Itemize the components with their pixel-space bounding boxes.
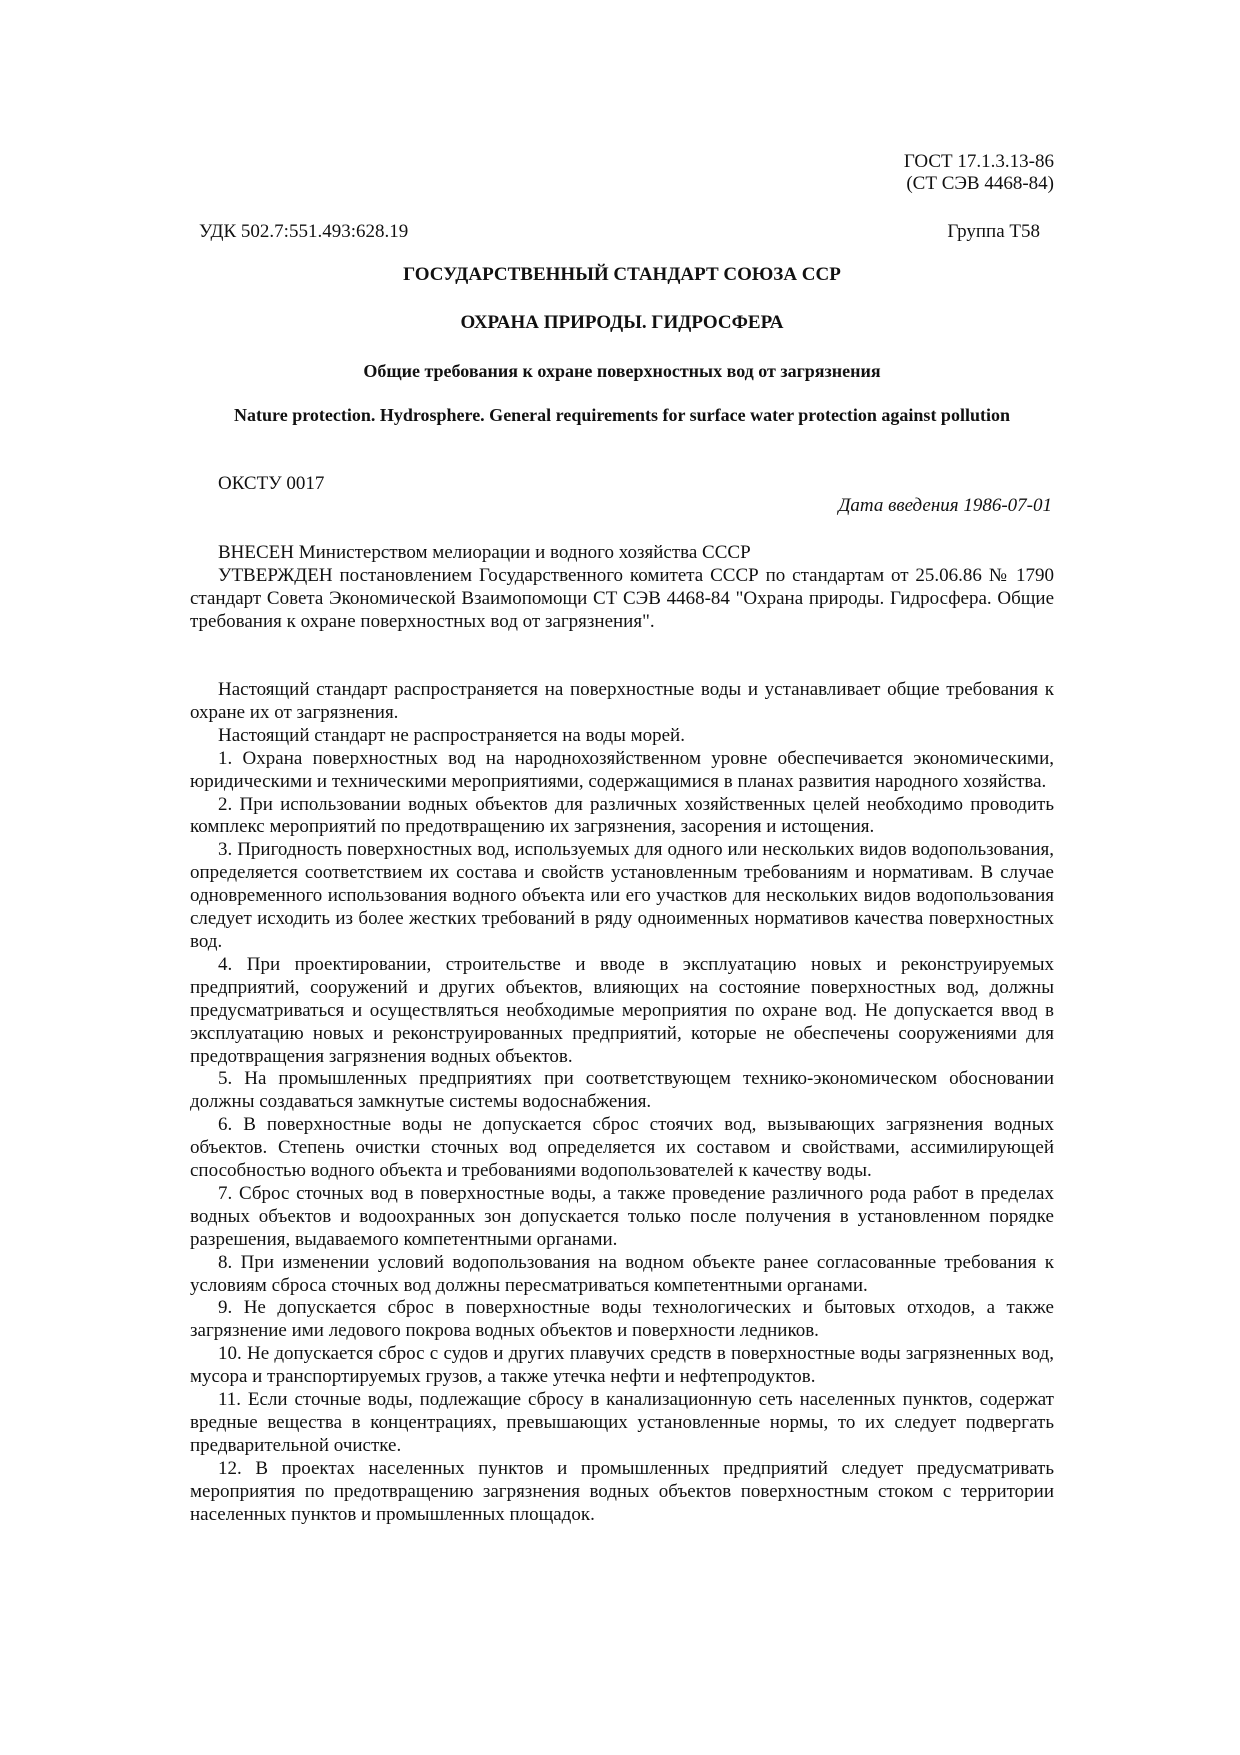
body-paragraph: 11. Если сточные воды, подлежащие сбросу в канализационную сеть населенных пунктов, содержат вредные вещества в концентрациях, превышающих установленные нормы, то их следует подвергать предварительной очистке. [190, 1389, 1054, 1456]
body-paragraph: 3. Пригодность поверхностных вод, используемых для одного или нескольких видов водопользования, определяется соответствием их состава и свойств установленным требованиям и нормативам. В случае одновременного использования водного объекта или его участков для нескольких видов водопользования следует исходить из более жестких требований в ряду одноименных нормативов качества поверхностных вод. [190, 839, 1054, 952]
group-code: Группа Т58 [947, 221, 1040, 242]
subtitle-english: Nature protection. Hydrosphere. General requirements for surface water protection against pollution [234, 405, 1010, 425]
body-section [190, 679, 1054, 1527]
state-standard-title: ГОСУДАРСТВЕННЫЙ СТАНДАРТ СОЮЗА ССР [403, 264, 841, 285]
st-sev-number: (СТ СЭВ 4468-84) [906, 173, 1054, 194]
intro-paragraph: УТВЕРЖДЕН постановлением Государственного комитета СССР по стандартам от 25.06.86 № 1790 стандарт Совета Экономической Взаимопомощи СТ СЭВ 4468-84 "Охрана природы. Гидросфера. Общие требования к охране поверхностных вод от загрязнения". [190, 564, 1054, 632]
body-paragraph: 4. При проектировании, строительстве и вводе в эксплуатацию новых и реконструируемых предприятий, сооружений и других объектов, влияющих на состояние поверхностных вод, должны предусматриваться и осуществляться необходимые мероприятия по охране вод. Не допускается ввод в эксплуатацию новых и реконструированных предприятий, которые не обеспечены сооружениями для предотвращения загрязнения водных объектов. [190, 953, 1054, 1067]
introduction-date: Дата введения 1986-07-01 [838, 495, 1052, 516]
body-paragraph: 6. В поверхностные воды не допускается сброс стоячих вод, вызывающих загрязнения водных объектов. Степень очистки сточных вод определяется их составом и свойствами, ассимилирующей способностью водного объекта и требованиями водопользователей к качеству воды. [190, 1114, 1054, 1182]
intro-paragraph: ВНЕСЕН Министерством мелиорации и водного хозяйства СССР [218, 542, 751, 563]
body-paragraph: 12. В проектах населенных пунктов и промышленных предприятий следует предусматривать мероприятия по предотвращению загрязнения водных объектов поверхностным стоком с территории населенных пунктов и промышленных площадок. [190, 1457, 1054, 1525]
body-paragraph: 10. Не допускается сброс с судов и других плавучих средств в поверхностные воды загрязненных вод, мусора и транспортируемых грузов, а также утечка нефти и нефтепродуктов. [190, 1343, 1054, 1388]
standard-code [700, 151, 1054, 195]
gost-number: ГОСТ 17.1.3.13-86 [903, 151, 1054, 172]
body-paragraph: Настоящий стандарт распространяется на поверхностные воды и устанавливает общие требования к охране их от загрязнения. [190, 679, 1054, 723]
subject-title: ОХРАНА ПРИРОДЫ. ГИДРОСФЕРА [460, 312, 784, 333]
body-paragraph: 5. На промышленных предприятиях при соответствующем технико-экономическом обосновании должны создаваться замкнутые системы водоснабжения. [190, 1068, 1054, 1113]
udk-code: УДК 502.7:551.493:628.19 [199, 221, 409, 242]
body-paragraph: 1. Охрана поверхностных вод на народнохозяйственном уровне обеспечивается экономическими, юридическими и техническими мероприятиями, содержащимися в планах развития народного хозяйства. [190, 747, 1054, 792]
body-paragraph: 2. При использовании водных объектов для различных хозяйственных целей необходимо проводить комплекс мероприятий по предотвращению их загрязнения, засорения и истощения. [190, 793, 1054, 838]
body-paragraph: 9. Не допускается сброс в поверхностные воды технологических и бытовых отходов, а также загрязнение ими ледового покрова водных объектов и поверхности ледников. [190, 1297, 1054, 1342]
body-paragraph: 8. При изменении условий водопользования на водном объекте ранее согласованные требования к условиям сброса сточных вод должны пересматриваться компетентными органами. [190, 1251, 1054, 1296]
body-paragraph: 7. Сброс сточных вод в поверхностные воды, а также проведение различного рода работ в пределах водных объектов и водоохранных зон допускается только после получения в установленном порядке разрешения, выдаваемого компетентными органами. [190, 1182, 1054, 1250]
okstu-code: ОКСТУ 0017 [218, 473, 325, 494]
subtitle-russian: Общие требования к охране поверхностных вод от загрязнения [363, 361, 881, 381]
body-paragraph: Настоящий стандарт не распространяется на воды морей. [218, 724, 685, 746]
intro-section [190, 542, 1054, 634]
